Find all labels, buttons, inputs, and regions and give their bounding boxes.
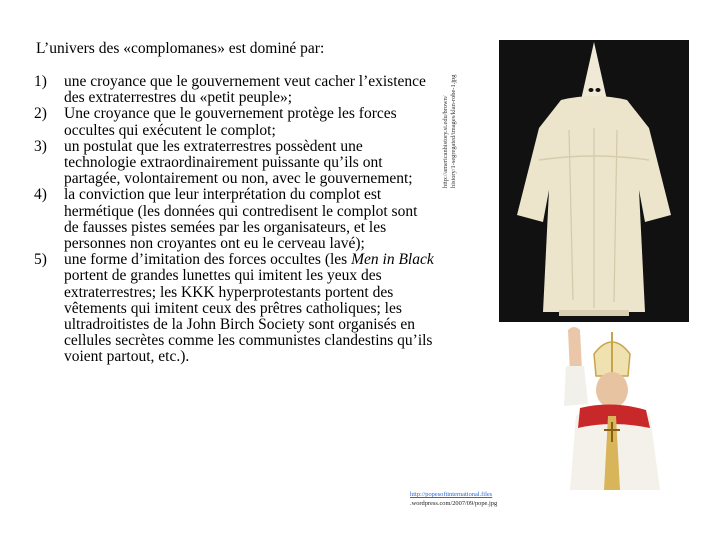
point-4 (34, 187, 434, 252)
point-2 (34, 106, 434, 138)
point-text: la conviction que leur interprétation du complot est hermétique (les données qui contredisent le complot sont de fausses pistes semées par les organisateurs, et les personnes non croyantes ont eu le cerveau lavé); (64, 186, 418, 253)
point-number: 4) (34, 186, 47, 204)
pope-photo (530, 326, 698, 490)
klan-robe-photo (499, 40, 689, 322)
point-text: une croyance que le gouvernement veut cacher l’existence des extraterrestres du «petit peuple»; (64, 73, 426, 107)
point-number: 1) (34, 73, 47, 90)
points-list (34, 74, 434, 366)
point-number: 2) (34, 105, 47, 123)
point-5 (34, 252, 434, 365)
pope-credit-line-2[interactable]: .wordpress.com/2007/09/pope.jpg (410, 500, 498, 507)
robe-credit-line-1[interactable]: http://americanhistory.si.edu/brown/ (442, 95, 449, 188)
point-1 (34, 74, 434, 106)
point-text: une forme d’imitation des forces occultes (les Men in Black portent de grandes lunettes qui imitent les yeux des extraterrestres; les KKK hyperprotestants portent des vêtements qui imitent ceux des prêtres catholiques; les ultradroitistes de la John Birch Society sont organisés en cellules secrètes comme les communistes clandestins qu’ils voient partout, etc.). (64, 251, 434, 366)
point-3 (34, 139, 434, 188)
robe-image-credit (442, 40, 498, 188)
point-text: Une croyance que le gouvernement protège les forces occultes qui exécutent le complot; (64, 105, 397, 139)
point-number: 5) (34, 251, 47, 269)
pope-credit-line-1[interactable]: http://popesoftinternational.files (410, 491, 493, 498)
point-text: un postulat que les extraterrestres possèdent une technologie extraordinairement puissante qu’ils ont partagée, volontairement ou non, avec le gouvernement; (64, 137, 413, 188)
pope-image-credit (410, 490, 497, 508)
robe-credit-line-2[interactable]: history/1-segregated/images/klan-robe-1.jpg (450, 74, 457, 188)
slide-title: L’univers des «complomanes» est dominé par: (36, 40, 325, 57)
point-number: 3) (34, 137, 47, 155)
